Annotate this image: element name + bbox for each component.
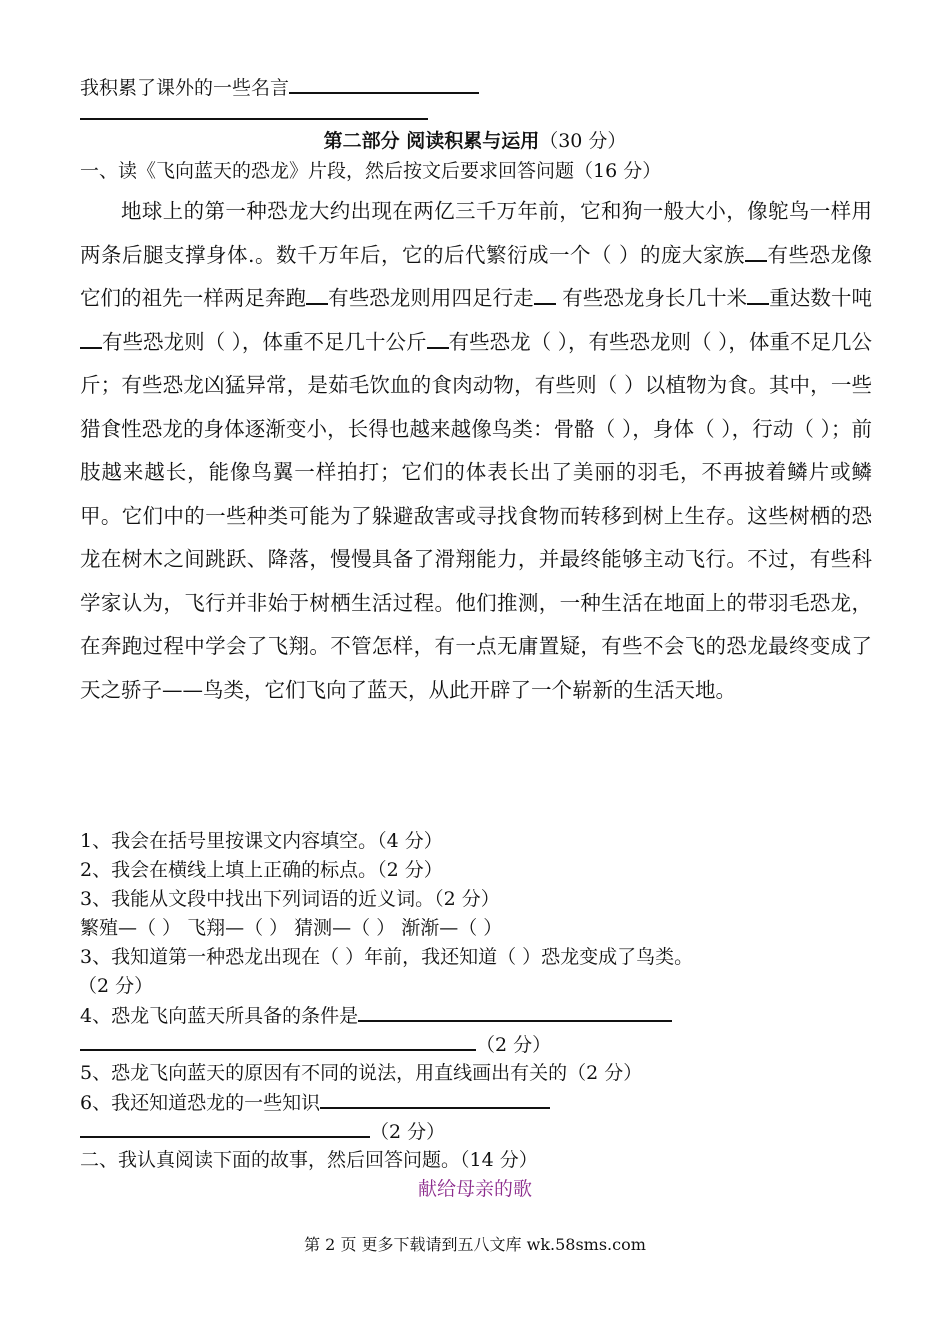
punct-blank[interactable] bbox=[306, 285, 328, 305]
passage-s4: 有些恐龙身长几十米 bbox=[555, 286, 748, 310]
punct-blank[interactable] bbox=[534, 285, 556, 305]
passage bbox=[80, 190, 872, 712]
quotes-blank-line-2[interactable] bbox=[80, 118, 428, 120]
question-4 bbox=[80, 1000, 672, 1028]
question-4-line-2 bbox=[80, 1029, 551, 1057]
question-5: 5、恐龙飞向蓝天的原因有不同的说法，用直线画出有关的（2 分） bbox=[80, 1062, 643, 1084]
punct-blank[interactable] bbox=[745, 242, 767, 262]
quotes-label: 我积累了课外的一些名言 bbox=[80, 77, 290, 99]
question-6-points: （2 分） bbox=[370, 1121, 446, 1143]
passage-s7: 有些恐龙（ ），有些恐龙则（ ），体重不足几公斤；有些恐龙凶猛异常，是茹毛饮血的食肉动物，有些则（ ）以植物为食。其中，一些猎食性恐龙的身体逐渐变小，长得也越来越像鸟类：骨骼（ ），身体（ ），行动（ ）；前肢越来越长，能像鸟翼一样拍打；它们的体表长出了美丽的羽毛，不再披着鳞片或鳞甲。它们中的一些种类可能为了躲避敌害或寻找食物而转移到树上生存。这些树栖的恐龙在树木之间跳跃、降落，慢慢具备了滑翔能力，并最终能够主动飞行。不过，有些科学家认为，飞行并非始于树栖生活过程。他们推测，一种生活在地面上的带羽毛恐龙，在奔跑过程中学会了飞翔。不管怎样，有一点无庸置疑，有些不会飞的恐龙最终变成了天之骄子——鸟类，它们飞向了蓝天，从此开辟了一个崭新的生活天地。 bbox=[80, 329, 872, 702]
question-6-text: 6、我还知道恐龙的一些知识 bbox=[80, 1092, 321, 1114]
answer-blank[interactable] bbox=[358, 1000, 672, 1022]
punct-blank[interactable] bbox=[427, 329, 449, 349]
answer-blank[interactable] bbox=[80, 1116, 370, 1138]
punct-blank[interactable] bbox=[747, 285, 769, 305]
question-1: 1、我会在括号里按课文内容填空。（4 分） bbox=[80, 830, 443, 852]
part2-points: （30 分） bbox=[539, 130, 627, 152]
passage-s6: 有些恐龙则（ ），体重不足几十公斤 bbox=[102, 329, 427, 354]
passage-s5: 重达数十吨 bbox=[769, 286, 873, 310]
question-4-points: （2 分） bbox=[476, 1034, 552, 1056]
question-4-text: 4、恐龙飞向蓝天所具备的条件是 bbox=[80, 1005, 359, 1027]
quotes-line bbox=[80, 72, 479, 100]
question-6 bbox=[80, 1087, 550, 1115]
passage-s1: 地球上的第一种恐龙大约出现在两亿三千万年前，它和狗一般大小，像鸵鸟一样用两条后腿支撑身体.。数千万年后，它的后代繁衍成一个（ ）的庞大家族 bbox=[80, 199, 872, 267]
passage-s3: 有些恐龙则用四足行走 bbox=[328, 286, 534, 310]
answer-blank[interactable] bbox=[320, 1087, 550, 1109]
question-6-line-2 bbox=[80, 1116, 445, 1144]
part2-title-text: 第二部分 阅读积累与运用 bbox=[323, 130, 540, 152]
section1-heading: 一、读《飞向蓝天的恐龙》片段，然后按文后要求回答问题（16 分） bbox=[80, 160, 662, 182]
punct-blank[interactable] bbox=[80, 329, 102, 349]
quotes-blank[interactable] bbox=[289, 72, 479, 94]
question-3b-points: （2 分） bbox=[78, 975, 154, 997]
question-2: 2、我会在横线上填上正确的标点。（2 分） bbox=[80, 859, 443, 881]
part2-title bbox=[0, 126, 950, 153]
question-3-words: 繁殖—（ ） 飞翔—（ ） 猜测—（ ） 渐渐—（ ） bbox=[80, 917, 503, 939]
question-3: 3、我能从文段中找出下列词语的近义词。（2 分） bbox=[80, 888, 500, 910]
question-3b: 3、我知道第一种恐龙出现在（ ）年前，我还知道（ ）恐龙变成了鸟类。 bbox=[80, 946, 694, 968]
answer-blank[interactable] bbox=[80, 1029, 476, 1051]
page-footer: 第 2 页 更多下载请到五八文库 wk.58sms.com bbox=[304, 1235, 646, 1254]
story-title: 献给母亲的歌 bbox=[417, 1178, 532, 1200]
section2-heading: 二、我认真阅读下面的故事，然后回答问题。（14 分） bbox=[80, 1149, 538, 1171]
passage-s2: 有些恐龙像它们的祖先一样两足奔跑 bbox=[80, 242, 873, 310]
